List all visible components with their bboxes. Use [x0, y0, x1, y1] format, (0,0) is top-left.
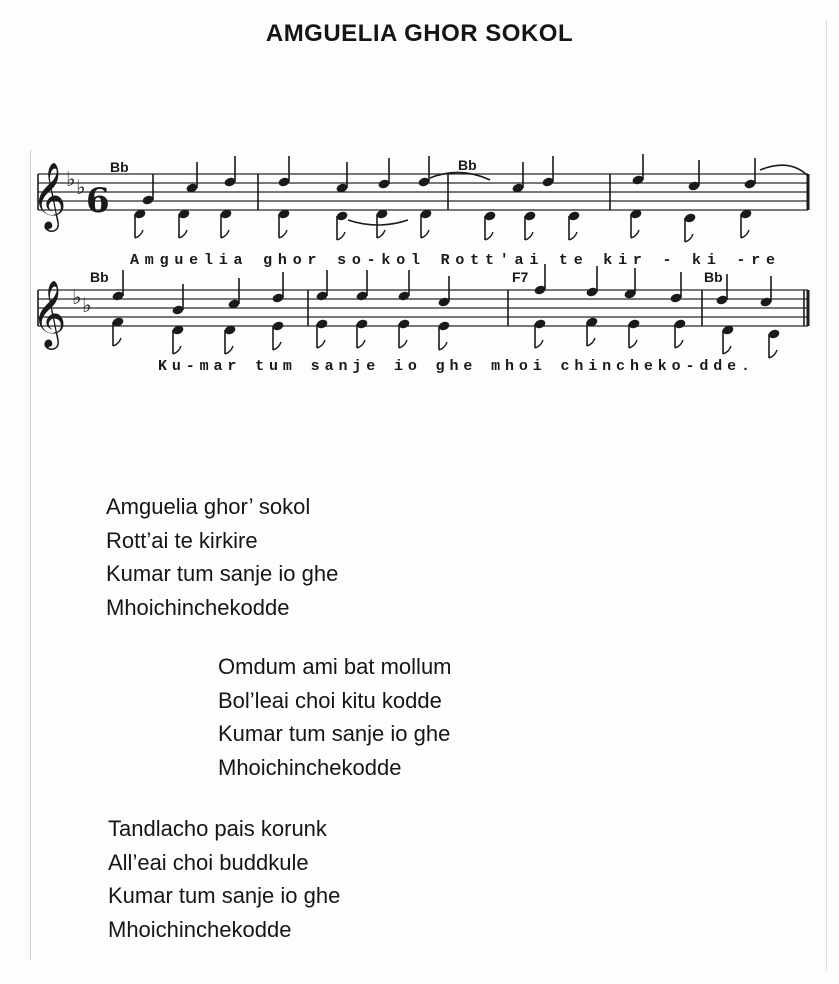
note-flag [179, 230, 187, 238]
note-flag [337, 232, 345, 240]
verse-line: Omdum ami bat mollum [218, 654, 452, 679]
verse-line: Kumar tum sanje io ghe [106, 561, 339, 586]
verse-1 [106, 490, 338, 624]
note-flag [631, 230, 639, 238]
note-flag [279, 230, 287, 238]
note-flag [273, 342, 281, 350]
note-flag [569, 232, 577, 240]
note-flag [399, 340, 407, 348]
verse-line: Kumar tum sanje io ghe [218, 721, 451, 746]
music-score [0, 0, 839, 400]
verse-line: Kumar tum sanje io ghe [108, 883, 341, 908]
verse-line: Mhoichinchekodde [218, 754, 402, 780]
verse-line: Amguelia ghor’ sokol [106, 494, 311, 519]
chord-symbol: Bb [704, 269, 723, 285]
score-lyrics-line: Ku-mar tum sanje io ghe mhoi chincheko-dde. [158, 358, 750, 375]
treble-clef-icon: 𝄞 [32, 161, 67, 229]
chord-symbol: Bb [90, 269, 109, 285]
note-flag [113, 338, 121, 346]
note-flag [741, 230, 749, 238]
chord-symbol: Bb [458, 157, 477, 173]
flat-icon: ♭ [72, 285, 82, 309]
verse-line: Tandlacho pais korunk [108, 816, 327, 841]
note-flag [357, 340, 365, 348]
verse-2 [218, 650, 452, 784]
note-flag [723, 346, 731, 354]
verse-line: All’eai choi buddkule [108, 849, 309, 875]
note-flag [135, 230, 143, 238]
note-flag [587, 338, 595, 346]
note-flag [225, 346, 233, 354]
treble-clef-icon: 𝄞 [32, 279, 67, 347]
score-lyrics-line: Amguelia ghor so-kol Rott'ai te kir - ki -re [130, 252, 775, 269]
verse-line: Mhoichinchekodde [106, 594, 290, 620]
note-flag [439, 342, 447, 350]
note-flag [377, 230, 385, 238]
note-flag [769, 350, 777, 358]
note-flag [421, 230, 429, 238]
note-flag [535, 340, 543, 348]
chord-symbol: F7 [512, 269, 529, 285]
note-flag [629, 340, 637, 348]
verse-line: Bol’leai choi kitu kodde [218, 687, 442, 713]
note-flag [221, 230, 229, 238]
chord-symbol: Bb [110, 159, 129, 175]
tie [348, 220, 408, 225]
verse-3 [108, 812, 340, 946]
note-flag [485, 232, 493, 240]
song-title: AMGUELIA GHOR SOKOL [265, 20, 574, 47]
clefs [32, 161, 110, 350]
note-flag [685, 234, 693, 242]
note-flag [317, 340, 325, 348]
verse-line: Rott’ai te kirkire [106, 527, 258, 553]
flat-icon: ♭ [66, 167, 76, 191]
note-flag [675, 340, 683, 348]
flat-icon: ♭ [82, 293, 92, 317]
note-flag [173, 346, 181, 354]
time-signature-icon: 6 [86, 181, 110, 221]
note-flag [525, 232, 533, 240]
verse-line: Mhoichinchekodde [108, 916, 292, 942]
flat-icon: ♭ [76, 175, 86, 199]
